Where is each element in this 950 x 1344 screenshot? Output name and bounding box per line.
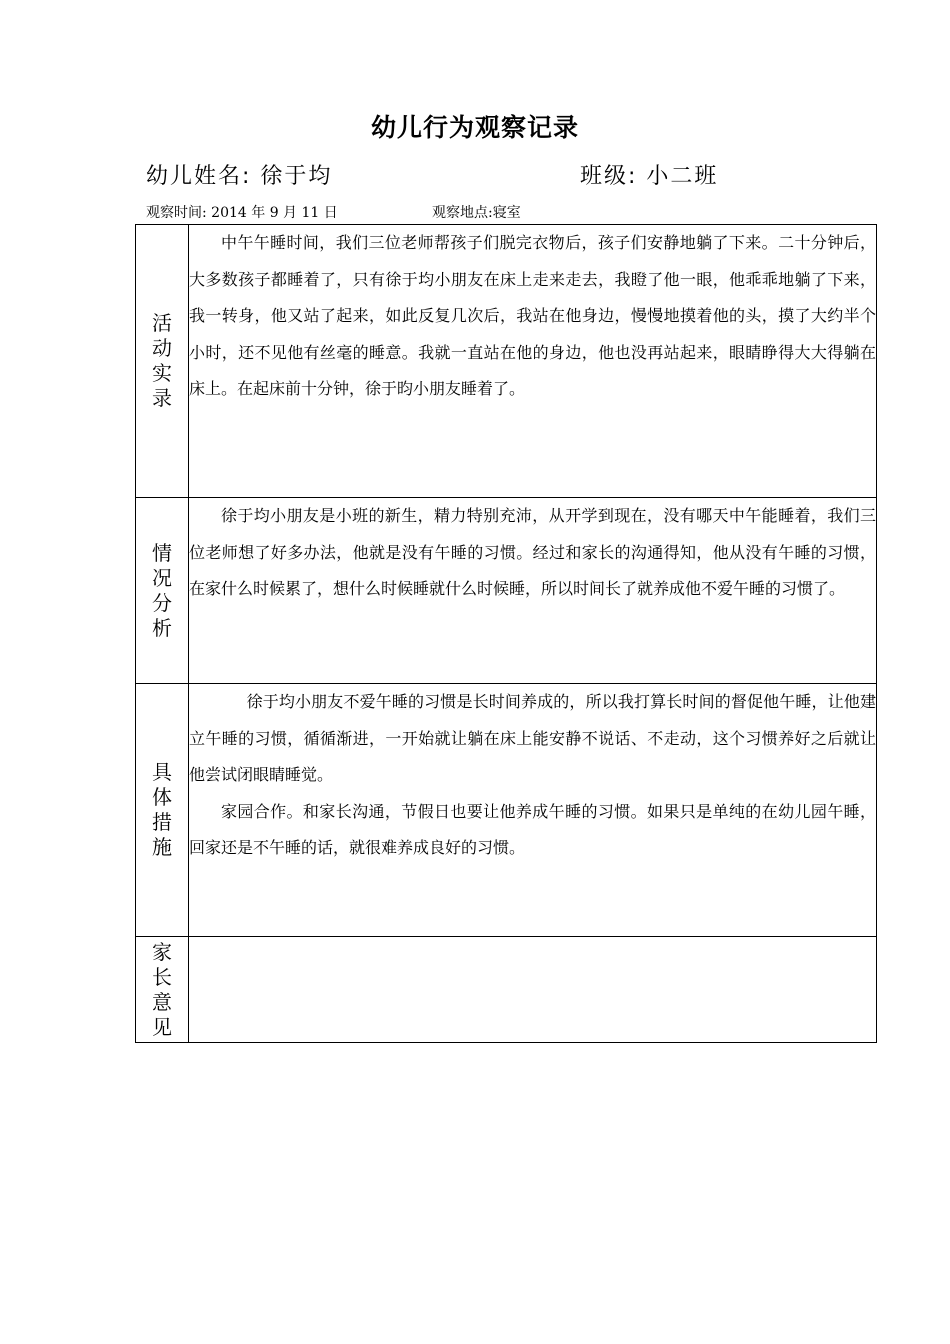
section-content-activity — [189, 225, 877, 498]
table-row-measures — [136, 684, 877, 937]
section-label-cell — [136, 225, 189, 498]
child-name-line — [146, 159, 332, 190]
section-label-activity: 活动实录 — [152, 311, 172, 410]
section-label-cell — [136, 684, 189, 937]
observation-time-line — [146, 202, 338, 222]
document-title: 幼儿行为观察记录 — [370, 113, 579, 142]
observation-place-line — [432, 202, 521, 222]
class-value: 小二班 — [646, 164, 719, 189]
observation-place-label: 观察地点: — [432, 205, 493, 221]
analysis-paragraph: 徐于均小朋友是小班的新生，精力特别充沛，从开学到现在，没有哪天中午能睡着，我们三位老师想了好多办法，他就是没有午睡的习惯。经过和家长的沟通得知，他从没有午睡的习惯，在家什么时候累了，想什么时候睡就什么时候睡，所以时间长了就养成他不爱午睡的习惯了。 — [189, 506, 876, 598]
class-line — [580, 159, 718, 190]
section-label-analysis: 情况分析 — [152, 540, 172, 640]
observation-place-value: 寝室 — [492, 205, 521, 221]
section-label-measures: 具体措施 — [152, 760, 172, 859]
section-label-parent-opinion: 家长意见 — [152, 939, 172, 1039]
child-name-label: 幼儿姓名: — [146, 164, 252, 189]
measures-paragraph-2: 家园合作。和家长沟通，节假日也要让他养成午睡的习惯。如果只是单纯的在幼儿园午睡，回家还是不午睡的话，就很难养成良好的习惯。 — [189, 801, 876, 857]
observation-time-label: 观察时间: — [146, 205, 207, 221]
child-name-value: 徐于均 — [260, 164, 333, 189]
observation-time-value: 2014 年 9 月 11 日 — [211, 205, 338, 221]
section-label-cell — [136, 937, 189, 1043]
measures-paragraph-1: 徐于均小朋友不爱午睡的习惯是长时间养成的，所以我打算长时间的督促他午睡，让他建立午睡的习惯，循循渐进，一开始就让躺在床上能安静不说话、不走动，这个习惯养好之后就让他尝试闭眼睛睡觉。 — [189, 692, 876, 784]
section-content-parent-opinion[interactable] — [189, 937, 877, 1043]
table-row-parent-opinion — [136, 937, 877, 1043]
activity-paragraph: 中午午睡时间，我们三位老师帮孩子们脱完衣物后，孩子们安静地躺了下来。二十分钟后，大多数孩子都睡着了，只有徐于均小朋友在床上走来走去，我瞪了他一眼，他乖乖地躺了下来，我一转身，他又站了起来，如此反复几次后，我站在他身边，慢慢地摸着他的头，摸了大约半个小时，还不见他有丝毫的睡意。我就一直站在他的身边，他也没再站起来，眼睛睁得大大得躺在床上。在起床前十分钟，徐于昀小朋友睡着了。 — [189, 233, 876, 398]
section-label-cell — [136, 498, 189, 684]
section-content-analysis — [189, 498, 877, 684]
class-label: 班级: — [580, 164, 638, 189]
observation-table — [135, 224, 877, 1043]
section-content-measures — [189, 684, 877, 937]
table-row-activity — [136, 225, 877, 498]
table-row-analysis — [136, 498, 877, 684]
